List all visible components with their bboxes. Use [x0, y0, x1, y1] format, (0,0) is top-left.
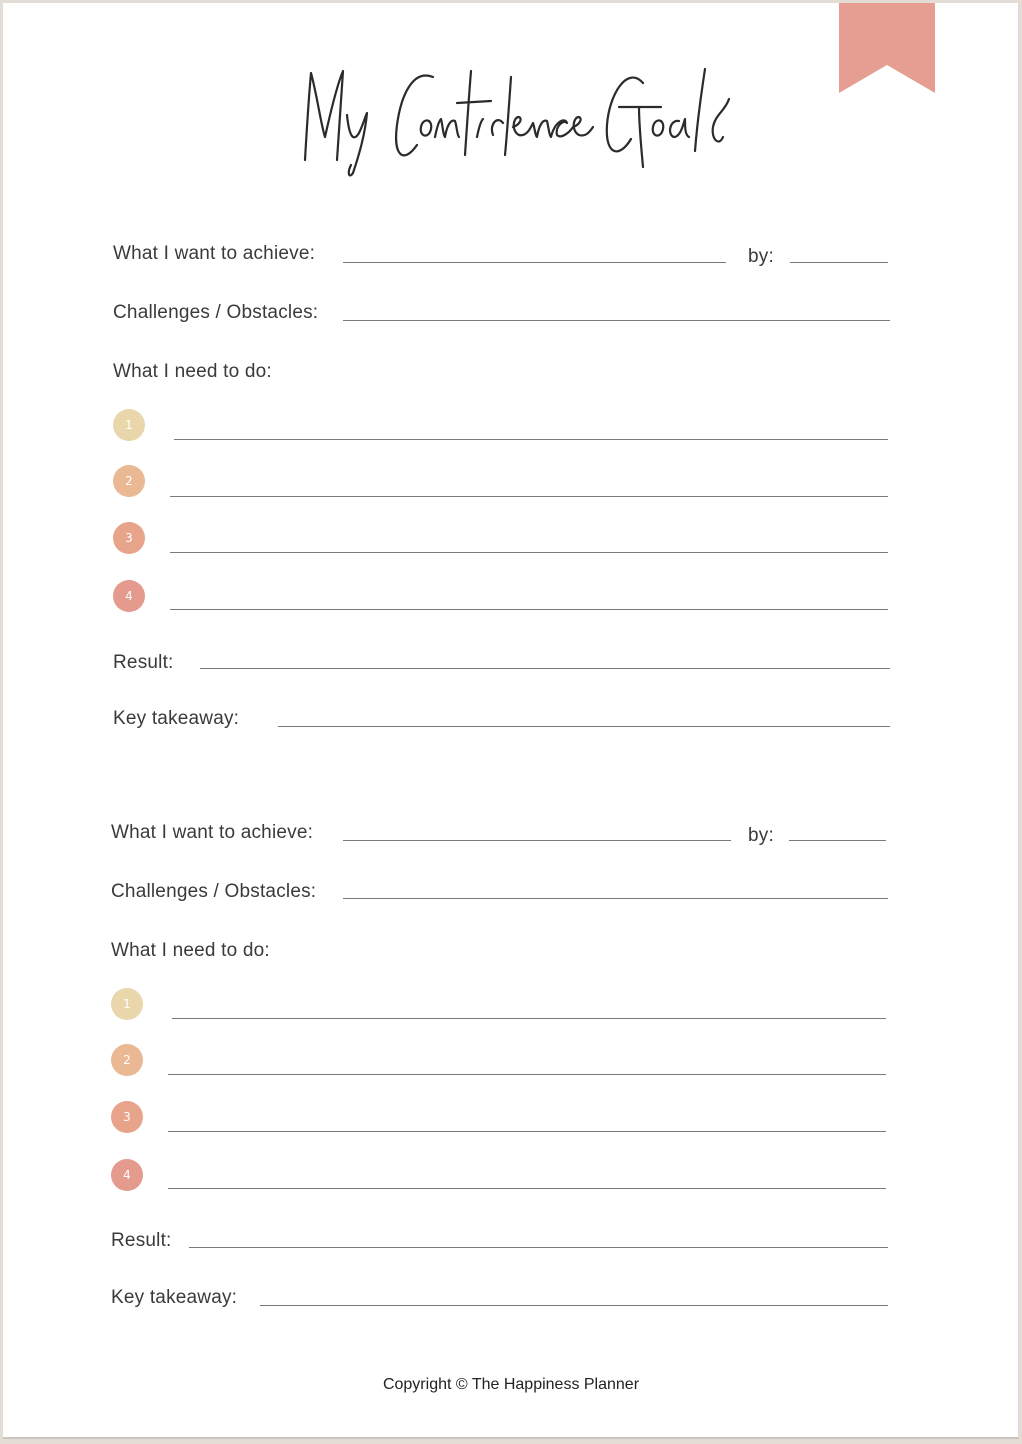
takeaway-label: Key takeaway:: [113, 708, 240, 729]
achieve-input-line[interactable]: [343, 840, 731, 841]
by-date-input-line[interactable]: [790, 262, 888, 263]
step-3-badge: 3: [113, 522, 145, 554]
result-label: Result:: [113, 652, 174, 673]
step-2-input-line[interactable]: [170, 496, 888, 497]
by-label: by:: [748, 246, 774, 267]
step-4-badge: 4: [111, 1159, 143, 1191]
result-input-line[interactable]: [200, 668, 890, 669]
achieve-label: What I want to achieve:: [111, 822, 314, 843]
challenges-input-line[interactable]: [343, 898, 888, 899]
planner-page: [3, 3, 1019, 1439]
step-1-badge: 1: [113, 409, 145, 441]
challenges-label: Challenges / Obstacles:: [113, 302, 319, 323]
step-3-badge: 3: [111, 1101, 143, 1133]
step-1-input-line[interactable]: [174, 439, 888, 440]
bookmark-ribbon-icon: [839, 3, 935, 93]
result-label: Result:: [111, 1230, 172, 1251]
step-2-input-line[interactable]: [168, 1074, 886, 1075]
takeaway-input-line[interactable]: [260, 1305, 888, 1306]
step-4-input-line[interactable]: [168, 1188, 886, 1189]
need-to-do-label: What I need to do:: [113, 361, 272, 382]
challenges-input-line[interactable]: [343, 320, 890, 321]
by-date-input-line[interactable]: [789, 840, 886, 841]
step-3-input-line[interactable]: [170, 552, 888, 553]
takeaway-label: Key takeaway:: [111, 1287, 238, 1308]
result-input-line[interactable]: [189, 1247, 888, 1248]
by-label: by:: [748, 825, 774, 846]
takeaway-input-line[interactable]: [278, 726, 890, 727]
step-1-badge: 1: [111, 988, 143, 1020]
step-4-badge: 4: [113, 580, 145, 612]
challenges-label: Challenges / Obstacles:: [111, 881, 317, 902]
step-2-badge: 2: [111, 1044, 143, 1076]
step-4-input-line[interactable]: [170, 609, 888, 610]
need-to-do-label: What I need to do:: [111, 940, 270, 961]
step-2-badge: 2: [113, 465, 145, 497]
copyright-footer: Copyright © The Happiness Planner: [382, 1376, 640, 1393]
step-3-input-line[interactable]: [168, 1131, 886, 1132]
achieve-label: What I want to achieve:: [113, 243, 316, 264]
step-1-input-line[interactable]: [172, 1018, 886, 1019]
page-title: [293, 55, 743, 180]
achieve-input-line[interactable]: [343, 262, 726, 263]
